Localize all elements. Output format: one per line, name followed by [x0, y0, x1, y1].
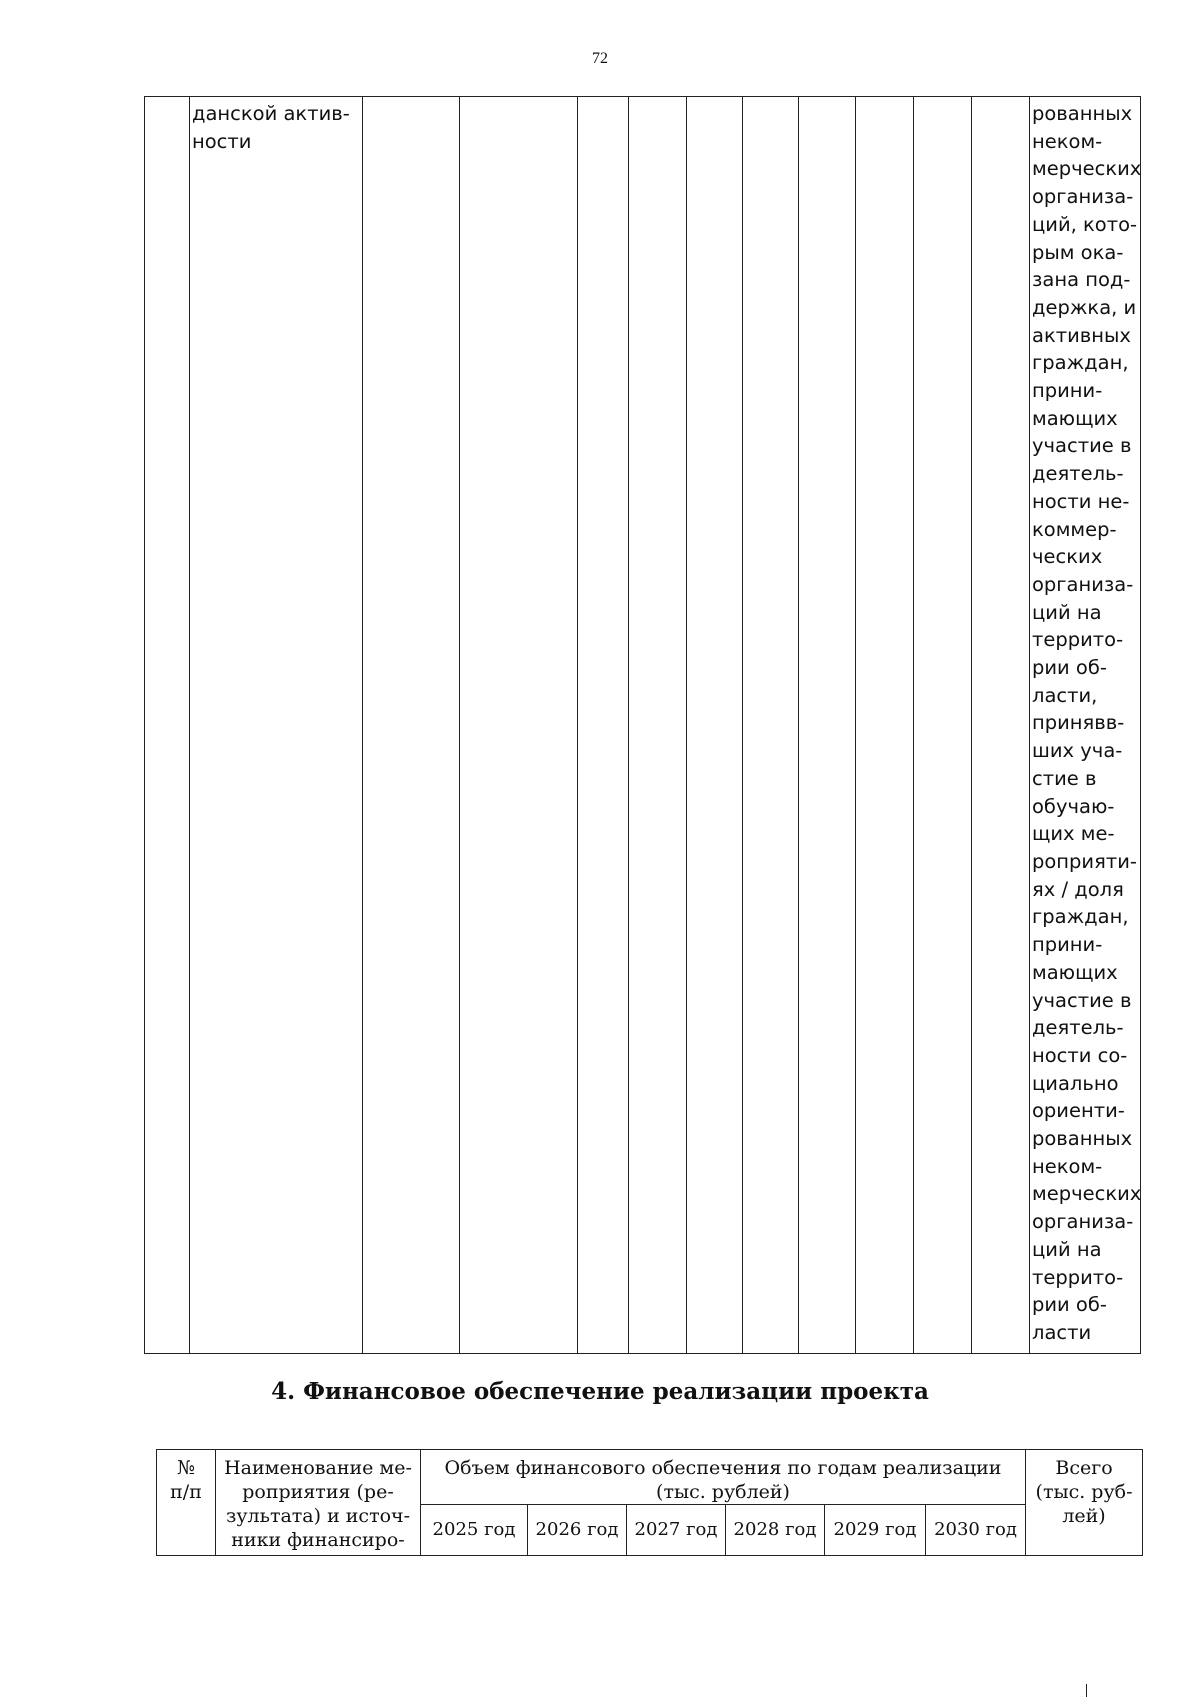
table-cell: [687, 97, 743, 1354]
header-year-2030: 2030 год: [926, 1505, 1026, 1556]
activity-name-text: данской актив- ности: [192, 102, 350, 153]
continued-table: [144, 96, 1141, 1354]
table-cell: [363, 97, 460, 1354]
header-number-label: № п/п: [170, 1457, 202, 1503]
table-cell: [629, 97, 687, 1354]
table-cell: [145, 97, 190, 1354]
header-total: Всего (тыс. руб- лей): [1026, 1450, 1143, 1556]
table-cell: [856, 97, 914, 1354]
table-cell: [972, 97, 1030, 1354]
finance-table: [156, 1449, 1143, 1556]
table-cell: [743, 97, 799, 1354]
table-cell: [914, 97, 972, 1354]
table-cell: [460, 97, 578, 1354]
header-number: [157, 1450, 216, 1556]
page-number: 72: [592, 50, 608, 67]
table-cell: [1030, 97, 1141, 1354]
table-cell: [578, 97, 629, 1354]
header-year-2025: 2025 год: [421, 1505, 528, 1556]
header-year-2027: 2027 год: [627, 1505, 726, 1556]
section-heading: 4. Финансовое обеспечение реализации проекта: [271, 1378, 929, 1405]
header-year-2028: 2028 год: [726, 1505, 825, 1556]
table-cell: [190, 97, 363, 1354]
crop-mark: [1086, 1684, 1087, 1697]
table-cell: [799, 97, 856, 1354]
indicator-description-text: рованных неком- мерческих организа- ций, кото- рым ока- зана под- держка, и активных граждан, прини- мающих участие в деятель- ности не- коммер- ческих организа- ций на террито- рии об- ласти, принявв- ших уча- стие в обучаю- щих ме- роприяти- ях / доля граждан, прини- мающих участие в деятель- ности со- циально ориенти- рованных неком- мерческих организа- ций на террито- рии об- ласти: [1032, 102, 1142, 1344]
table-row: [145, 97, 1141, 1354]
header-year-2029: 2029 год: [825, 1505, 926, 1556]
table-header-row: [157, 1450, 1143, 1505]
header-funding-volume-label: Объем финансового обеспечения по годам реализации (тыс. рублей): [444, 1457, 1002, 1503]
header-name: Наименование ме- роприятия (ре- зультата) и источ- ники финансиро-: [216, 1450, 421, 1556]
header-year-2026: 2026 год: [528, 1505, 627, 1556]
header-funding-volume: [421, 1450, 1026, 1505]
